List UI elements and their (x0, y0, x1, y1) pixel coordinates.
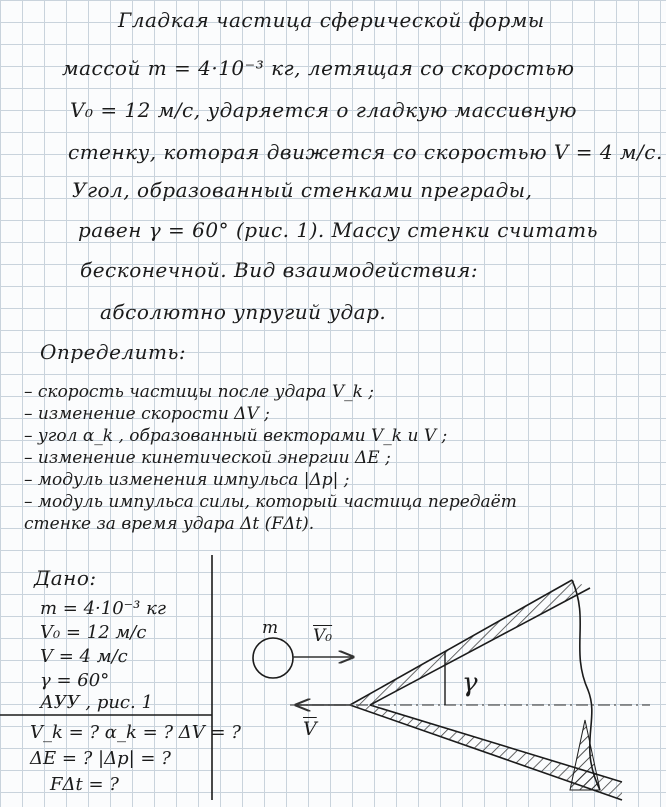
problem-line-5: Угол, образованный стенками преграды, (72, 178, 533, 202)
problem-line-2: массой m = 4·10⁻³ кг, летящая со скоростью (62, 56, 575, 80)
find-item: ΔE = ? |Δp| = ? (30, 748, 171, 769)
determine-item: – скорость частицы после удара V_k ; (24, 382, 375, 402)
v0-label: V₀ (313, 626, 333, 646)
determine-item: – изменение скорости ΔV ; (24, 404, 270, 424)
given-item: V₀ = 12 м/с (40, 622, 147, 643)
find-item: FΔt = ? (50, 774, 119, 795)
problem-line-3: V₀ = 12 м/с, ударяется о гладкую массивную (70, 98, 577, 122)
angle-label: γ (462, 668, 478, 698)
mass-label: m (262, 618, 279, 638)
given-item: V = 4 м/с (40, 646, 128, 667)
determine-item: стенке за время удара Δt (FΔt). (24, 514, 315, 534)
given-heading: Дано: (34, 566, 97, 590)
particle (253, 638, 293, 678)
given-item: АУУ , рис. 1 (40, 692, 153, 713)
find-item: V_k = ? α_k = ? ΔV = ? (30, 722, 241, 743)
determine-item: – изменение кинетической энергии ΔE ; (24, 448, 391, 468)
determine-item: – модуль изменения импульса |Δp| ; (24, 470, 350, 490)
determine-heading: Определить: (40, 340, 187, 364)
problem-line-1: Гладкая частица сферической формы (118, 8, 545, 32)
break-hatch (570, 720, 600, 790)
problem-line-4: стенку, которая движется со скоростью V = 4 м/с. (68, 140, 663, 164)
determine-item: – угол α_k , образованный векторами V_k и V ; (24, 426, 448, 446)
determine-item: – модуль импульса силы, который частица передаёт (24, 492, 517, 512)
problem-line-8: абсолютно упругий удар. (100, 300, 387, 324)
v-label: $\overline{V}$ (303, 718, 317, 740)
given-item: γ = 60° (40, 670, 110, 691)
given-item: m = 4·10⁻³ кг (40, 598, 166, 619)
problem-line-6: равен γ = 60° (рис. 1). Массу стенки считать (78, 218, 598, 242)
problem-line-7: бесконечной. Вид взаимодействия: (80, 258, 479, 282)
